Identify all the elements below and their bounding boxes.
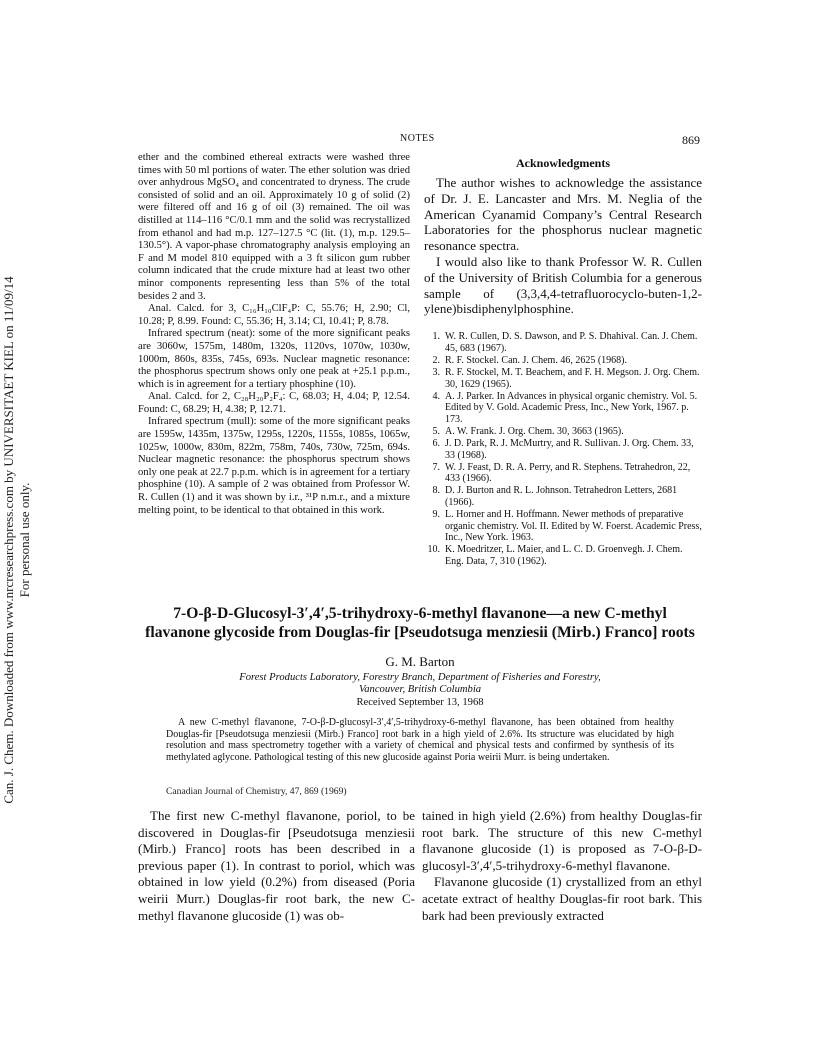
- paragraph: Infrared spectrum (mull): some of the more significant peaks are 1595w, 1435m, 1375w, 1295s, 1220s, 1155s, 1085s, 1065w, 1025w, 1000w, 830m, 822m, 758m, 740s, 730w, 725m, 694s. Nuclear magnetic resonance: the phosphorus spectrum shows only one peak at 22.7 p.p.m. which is in agreement for a tertiary phosphine (10). A sample of 2 was obtained from Professor W. R. Cullen (1) and it was shown by i.r., ³¹P n.m.r., and a mixture melting point, to be identical to that obtained in this work.: [138, 416, 410, 516]
- watermark-line-1: Can. J. Chem. Downloaded from www.nrcresearchpress.com by UNIVERSITAET KIEL on 11/09/14: [1, 276, 16, 804]
- section-label: NOTES: [400, 133, 435, 144]
- reference-text: K. Moedritzer, L. Maier, and L. C. D. Groenvegh. J. Chem. Eng. Data, 7, 310 (1962).: [445, 544, 683, 567]
- reference-item: [424, 438, 702, 461]
- paragraph: Anal. Calcd. for 2, C₂₈H₂₀P₂F₄: C, 68.03; H, 4.04; P, 12.54. Found: C, 68.29; H, 4.38; P, 12.71.: [138, 391, 410, 415]
- reference-text: L. Horner and H. Hoffmann. Newer methods of preparative organic chemistry. Vol. II. Edited by W. Foerst. Academic Press, Inc., New York. 1963.: [445, 509, 702, 544]
- watermark-line-2: For personal use only.: [17, 482, 32, 598]
- reference-item: [424, 355, 702, 367]
- reference-text: R. F. Stockel. Can. J. Chem. 46, 2625 (1968).: [445, 354, 627, 366]
- body-left-column: [138, 808, 415, 924]
- reference-number: 5.: [432, 425, 440, 437]
- page-number: 869: [682, 133, 700, 147]
- acknowledgments-heading: Acknowledgments: [515, 156, 610, 170]
- paragraph: I would also like to thank Professor W. R. Cullen of the University of British Columbia for a generous sample of (3,3,4,4-tetrafluorocyclo-buten-1,2-ylene)bisdiphenylphosphine.: [424, 253, 702, 317]
- reference-text: A. W. Frank. J. Org. Chem. 30, 3663 (1965).: [445, 425, 624, 437]
- paragraph: Infrared spectrum (neat): some of the more significant peaks are 3060w, 1575m, 1480m, 1320s, 1120vs, 1070w, 1030w, 1000m, 860s, 835s, 745s, 693s. Nuclear magnetic resonance: the phosphorus spectrum shows only one peak at +25.1 p.p.m., which is in agreement for a tertiary phosphine (10).: [138, 328, 410, 390]
- acknowledgments-section: [424, 155, 702, 317]
- reference-list: [424, 331, 702, 567]
- affiliation-line: Forest Products Laboratory, Forestry Branch, Department of Fisheries and Forestry,: [239, 672, 601, 683]
- reference-number: 7.: [432, 461, 440, 473]
- reference-number: 3.: [432, 366, 440, 378]
- reference-item: [424, 331, 702, 354]
- paragraph: tained in high yield (2.6%) from healthy Douglas-fir root bark. The structure of this new C-methyl flavanone glucoside (1) is proposed as 7-O-β-D-glucosyl-3′,4′,5-trihydroxy-6-methyl flavanone.: [422, 808, 702, 873]
- left-column-experimental: [138, 152, 410, 517]
- reference-number: 4.: [432, 390, 440, 402]
- paragraph: Flavanone glucoside (1) crystallized from an ethyl acetate extract of healthy Douglas-fir root bark. This bark had been previously extracted: [422, 874, 702, 923]
- paragraph: The author wishes to acknowledge the assistance of Dr. J. E. Lancaster and Mrs. M. Neglia of the American Cyanamid Company’s Central Research Laboratories for the phosphorus nuclear magnetic resonance spectra.: [424, 175, 702, 254]
- body-right-column: [422, 808, 702, 924]
- reference-item: [424, 544, 702, 567]
- title-line: 7-O-β-D-Glucosyl-3′,4′,5-trihydroxy-6-methyl flavanone—a new C-methyl: [173, 605, 667, 622]
- reference-text: W. R. Cullen, D. S. Dawson, and P. S. Dhahival. Can. J. Chem. 45, 683 (1967).: [445, 331, 698, 354]
- reference-item: [424, 426, 702, 438]
- reference-text: R. F. Stockel, M. T. Beachem, and F. H. Megson. J. Org. Chem. 30, 1629 (1965).: [445, 366, 700, 390]
- reference-number: 2.: [432, 354, 440, 366]
- reference-number: 9.: [432, 509, 440, 521]
- affiliation-line: Vancouver, British Columbia: [358, 684, 482, 696]
- journal-citation: Canadian Journal of Chemistry, 47, 869 (1969): [166, 786, 347, 797]
- received-date: Received September 13, 1968: [356, 697, 484, 708]
- reference-number: 6.: [432, 438, 440, 450]
- paragraph: Anal. Calcd. for 3, C₁₆H₁₀ClF₄P: C, 55.76; H, 2.90; Cl, 10.28; P, 8.99. Found: C, 55.36; H, 3.14; Cl, 10.41; P, 8.78.: [138, 303, 410, 327]
- reference-item: [424, 462, 702, 485]
- download-watermark: [0, 0, 34, 1056]
- reference-item: [424, 485, 702, 508]
- abstract: [166, 717, 674, 763]
- reference-text: J. D. Park, R. J. McMurtry, and R. Sullivan. J. Org. Chem. 33, 33 (1968).: [445, 438, 694, 461]
- reference-number: 10.: [427, 544, 440, 556]
- abstract-text: A new C-methyl flavanone, 7-O-β-D-glucosyl-3′,4′,5-trihydroxy-6-methyl flavanone, has been obtained from healthy Douglas-fir [Pseudotsuga menziesii (Mirb.) Franco] root bark in a high yield of 2.6%. Its structure was elucidated by high resolution and mass spectrometry together with a variety of chemical and physical tests and confirmed by synthesis of its methylated aglycone. Pathological testing of this new glucoside against Poria weirii Murr. is being undertaken.: [166, 717, 674, 763]
- reference-number: 1.: [432, 331, 440, 343]
- article-title: [130, 604, 710, 642]
- reference-text: D. J. Burton and R. L. Johnson. Tetrahedron Letters, 2681 (1966).: [445, 485, 678, 508]
- reference-item: [424, 391, 702, 426]
- running-head: [140, 133, 700, 149]
- reference-item: [424, 367, 702, 390]
- title-line: flavanone glycoside from Douglas-fir [Pseudotsuga menziesii (Mirb.) Franco] roots: [145, 624, 695, 641]
- reference-text: A. J. Parker. In Advances in physical organic chemistry. Vol. 5. Edited by V. Gold. Academic Press, Inc., New York, 1967. p. 173.: [445, 390, 698, 425]
- author-name: G. M. Barton: [385, 654, 455, 669]
- paragraph: The first new C-methyl flavanone, poriol, to be discovered in Douglas-fir [Pseudotsuga menziesii (Mirb.) Franco] roots has been described in a previous paper (1). In contrast to poriol, which was obtained in low yield (0.2%) from diseased (Poria weirii Murr.) Douglas-fir root bark, the new C-methyl flavanone glucoside (1) was ob-: [138, 808, 415, 923]
- author-affiliation: [160, 672, 680, 696]
- reference-item: [424, 509, 702, 544]
- reference-text: W. J. Feast, D. R. A. Perry, and R. Stephens. Tetrahedron, 22, 433 (1966).: [445, 461, 691, 485]
- paragraph: ether and the combined ethereal extracts were washed three times with 50 ml portions of water. The ether solution was dried over anhydrous MgSO₄ and concentrated to dryness. The crude consisted of solid and an oil. Approximately 10 g of solid (2) were filtered off and 16 g of oil (3) remained. The oil was distilled at 114–116 °C/0.1 mm and the solid was recrystallized from ethanol and had m.p. 127–127.5 °C (lit. (1), m.p. 129.5–130.5°). A vapor-phase chromatography analysis employing an F and M model 810 equipped with a 3 ft silicon gum rubber column indicated that the crude mixture had at least two other minor components representing less than 5% of the total besides 2 and 3.: [138, 152, 410, 302]
- reference-number: 8.: [432, 485, 440, 497]
- right-column-top: [424, 155, 702, 568]
